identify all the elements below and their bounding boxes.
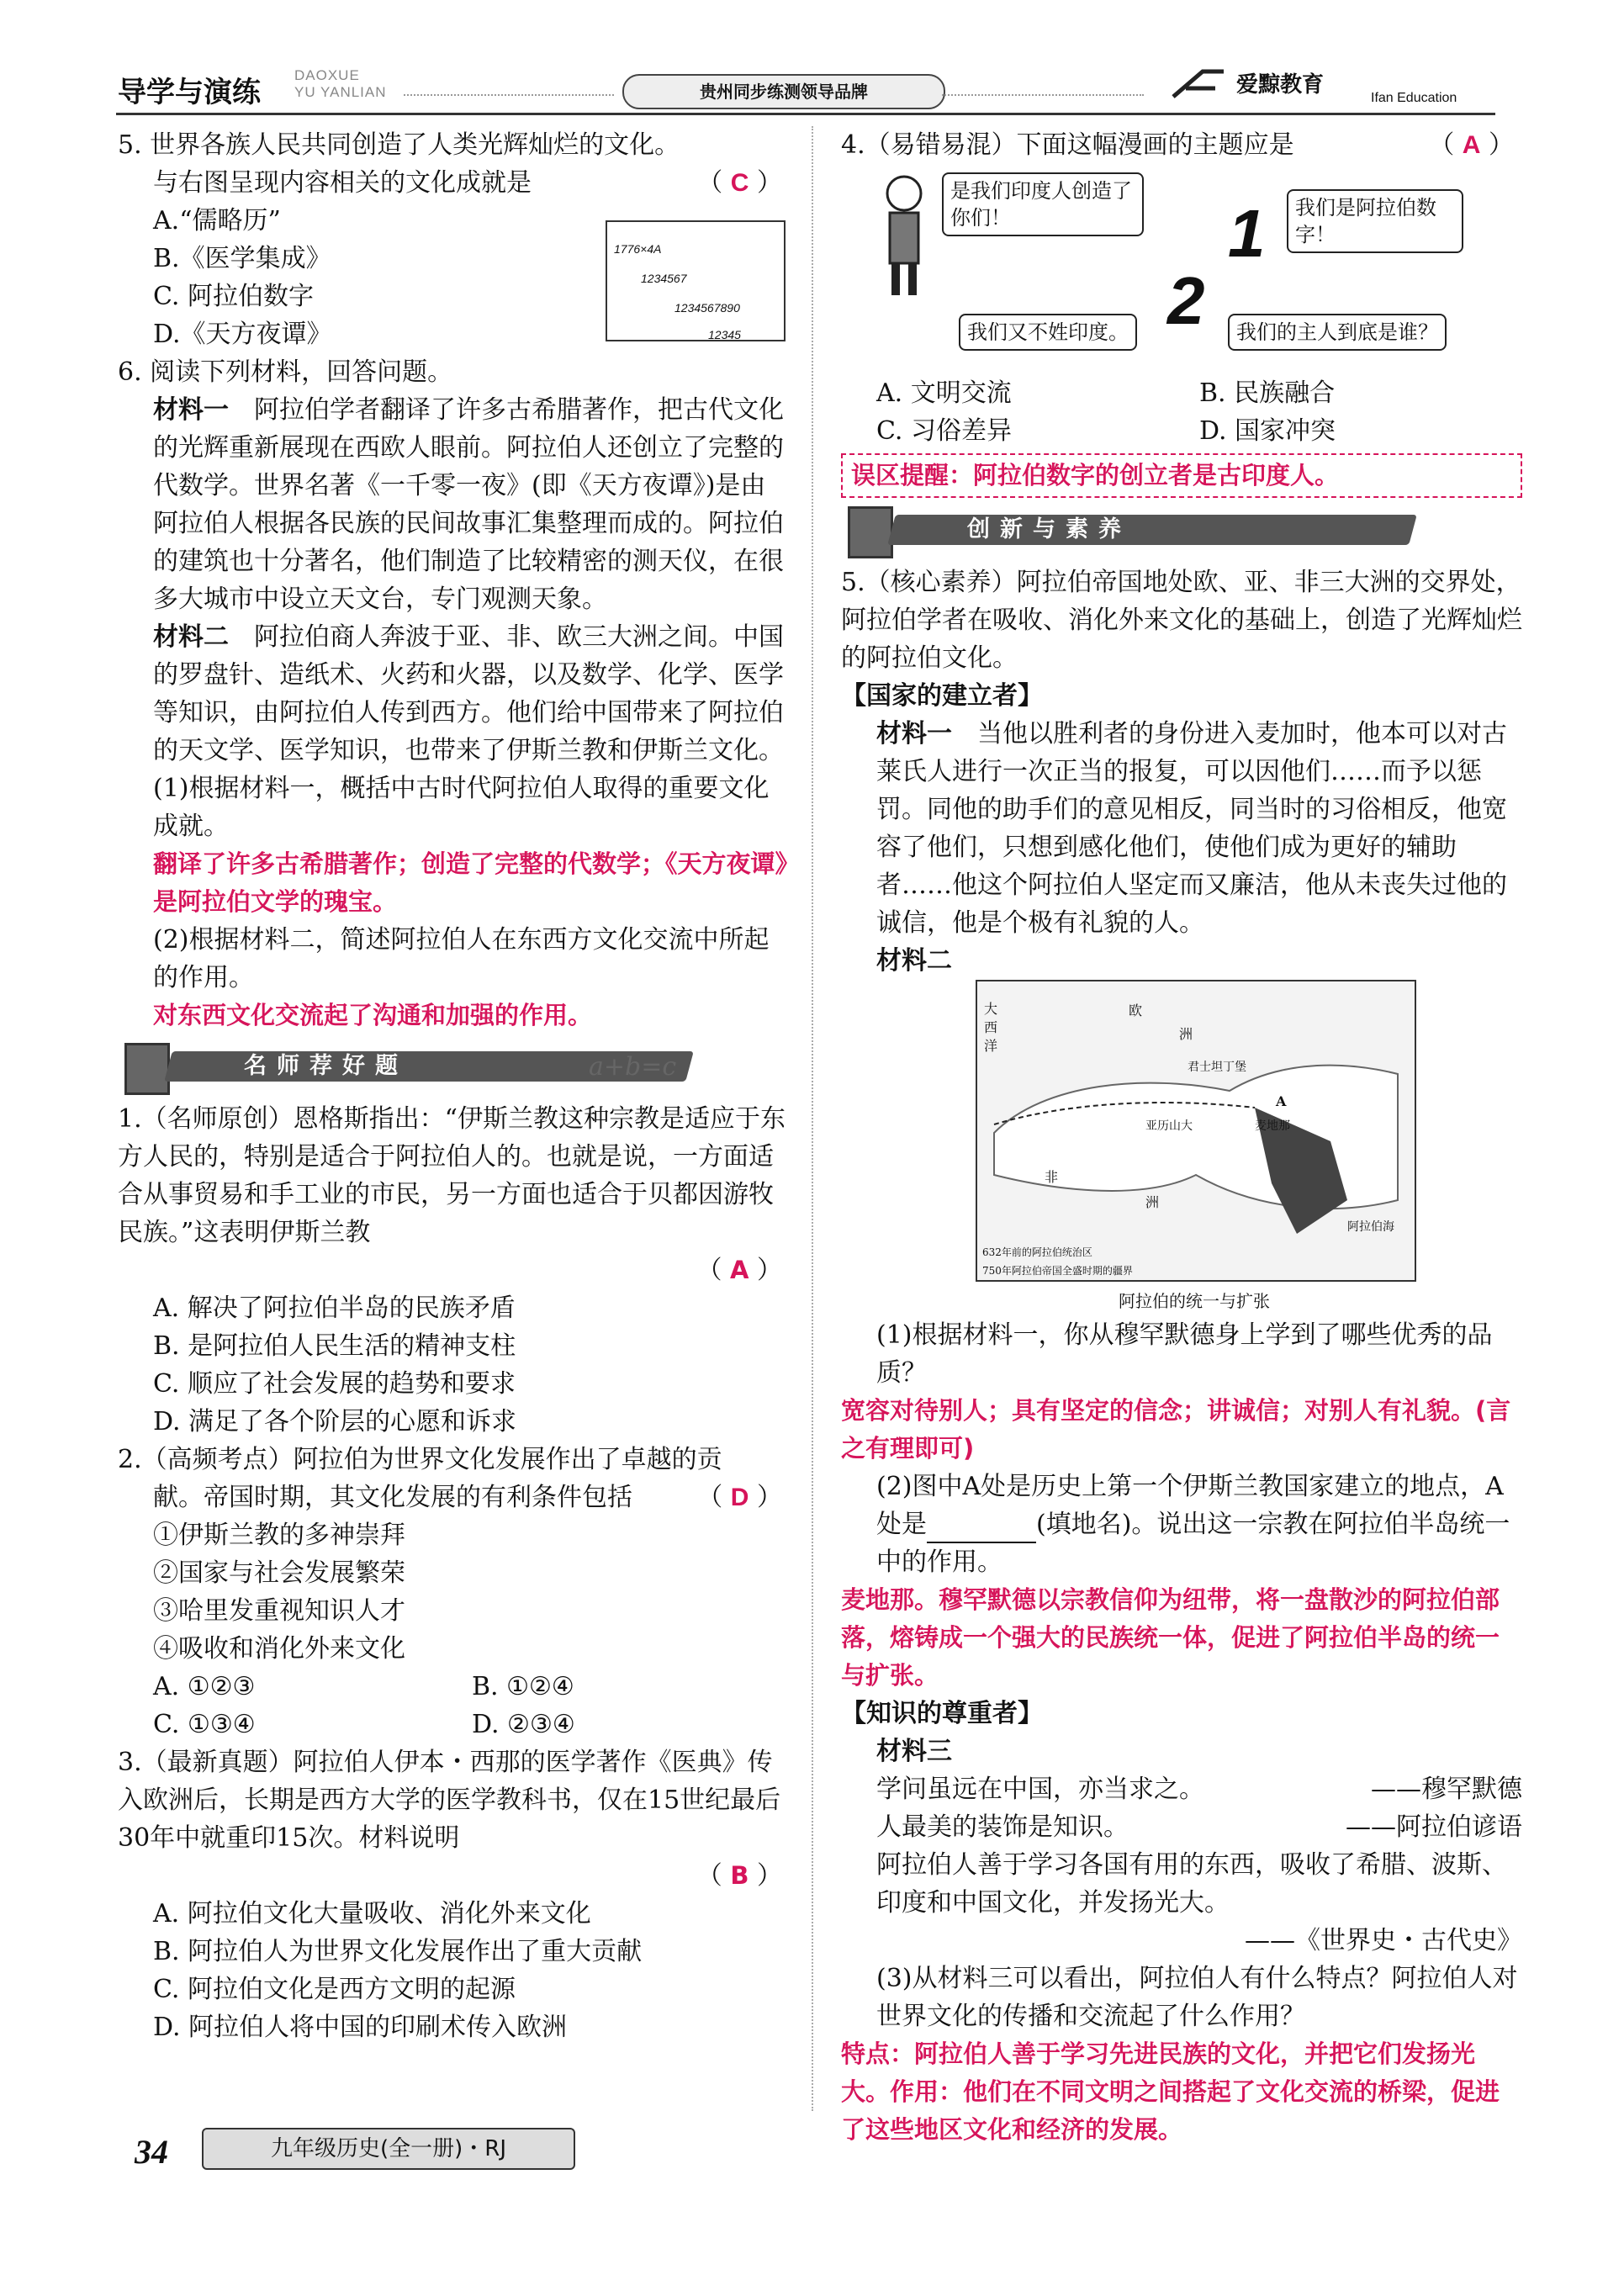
answer-text: 麦地那。穆罕默德以宗教信仰为纽带，将一盘散沙的阿拉伯部落，熔铸成一个强大的民族统一体，促进了阿拉伯半岛的统一与扩张。 bbox=[841, 1585, 1500, 1690]
header-dotted-line bbox=[404, 94, 614, 96]
header-dotted-line bbox=[942, 94, 1144, 96]
option: D. 阿拉伯人将中国的印刷术传入欧洲 bbox=[153, 2013, 568, 2042]
answer-text: 宽容对待别人；具有坚定的信念；讲诚信；对别人有礼貌。(言之有理即可) bbox=[841, 1396, 1511, 1463]
digit-one: 1 bbox=[1228, 196, 1266, 271]
header-badge: 贵州同步练测领导品牌 bbox=[622, 74, 945, 109]
option: A. 解决了阿拉伯半岛的民族矛盾 bbox=[153, 1293, 516, 1323]
page-header bbox=[0, 0, 1624, 126]
option: A.“儒略历” bbox=[153, 206, 281, 235]
logo-en: Ifan Education bbox=[1371, 91, 1457, 105]
option: C. 阿拉伯数字 bbox=[153, 282, 314, 311]
brand-title: 导学与演练 bbox=[118, 76, 261, 109]
option: A. ①②③ bbox=[153, 1672, 256, 1701]
question-5-right: 5.（核心素养）阿拉伯帝国地处欧、亚、非三大洲的交界处，阿拉伯学者在吸收、消化外来文化的基础上，创造了光辉灿烂的阿拉伯文化。 【国家的建立者】 材料一 当他以胜利者的身份进入麦加时，他本可以对古莱氏人进行一次正当的报复，可以因他们……而予以惩罚。同他的助手们的意见相反，同当时的习俗相反，他宽容了他们，只想到感化他们，使他们成为更好的辅助者……他这个阿拉伯人坚定而又廉洁，他从未丧失过他的诚信，他是个极有礼貌的人。 材料二 大 西 洋 欧 洲 非 洲 阿拉伯海 亚历山大 君士坦丁堡 麦地那 A 632年前的阿拉伯统治区 750年阿拉伯帝国全盛时期的疆界 阿拉伯的统一与扩张 (1)根据材料一，你从穆罕默德身上学到了哪些优秀的品质？ 宽容对待别人；具有坚定的信念；讲诚信；对别人有礼貌。(言之有理即可) (2)图中A处是历史上第一个伊斯兰教国家建立的地点，A处是 (填地名)。说出这一宗教在阿拉伯半岛统一中的作用。 麦地那。穆罕默德以宗教信仰为纽带，将一盘散沙的阿拉伯部落，熔铸成一个强大的民族统一体，促进了阿拉伯半岛的统一与扩张。 【知识的尊重者】 材料三 学问虽远在中国，亦当求之。 ——穆罕默德 人最美的装饰是知识。 ——阿拉伯谚语 阿拉伯人善于学习各国有用的东西，吸收了希腊、波斯、印度和中国文化，并发扬光大。 ——《世界史・古代史》 (3)从材料三可以看出，阿拉伯人有什么特点？阿拉伯人对世界文化的传播和交流起了什么作用？ 特点：阿拉伯人善于学习先进民族的文化，并把它们发扬光大。作用：他们在不同文明之间搭起了文化交流的桥梁，促进了这些地区文化和经济的发展。 bbox=[841, 563, 1522, 2149]
brand-pinyin: DAOXUE YU YANLIAN bbox=[294, 67, 387, 100]
option: D. ②③④ bbox=[472, 1710, 575, 1739]
answer-text: 翻译了许多古希腊著作；创造了完整的代数学；《天方夜谭》是阿拉伯文学的瑰宝。 bbox=[153, 849, 788, 916]
header-rule bbox=[116, 113, 1495, 115]
map-caption: 阿拉伯的统一与扩张 bbox=[1119, 1291, 1270, 1311]
option: D.《天方夜谭》 bbox=[153, 320, 332, 349]
fill-blank bbox=[927, 1516, 1036, 1543]
option: B. ①②④ bbox=[472, 1672, 574, 1701]
column-divider bbox=[812, 126, 813, 2111]
numbers-figure: 1776×4A 1234567 1234567890 12345 bbox=[606, 220, 786, 341]
answer: C bbox=[730, 169, 749, 197]
practice-2: 2.（高频考点）阿拉伯为世界文化发展作出了卓越的贡 献。帝国时期，其文化发展的有利条件包括 （ D ） ①伊斯兰教的多神崇拜 ②国家与社会发展繁荣 ③哈里发重视知识人才 ④吸收和消化外来文化 A. ①②③ B. ①②④ C. ①③④ D. ②③④ bbox=[118, 1441, 791, 1743]
practice-1: 1.（名师原创）恩格斯指出：“伊斯兰教这种宗教是适应于东方人民的，特别是适合于阿拉伯人的。也就是说，一方面适合从事贸易和手工业的市民，另一方面也适合于贝都因游牧民族。”这表明伊斯兰教 （ A ） A. 解决了阿拉伯半岛的民族矛盾 B. 是阿拉伯人民生活的精神支柱 C. 顺应了社会发展的趋势和要求 D. 满足了各个阶层的心愿和诉求 bbox=[118, 1100, 791, 1441]
option: A. 阿拉伯文化大量吸收、消化外来文化 bbox=[153, 1899, 591, 1928]
trash-bin-icon bbox=[124, 1043, 170, 1095]
option: B. 阿拉伯人为世界文化发展作出了重大贡献 bbox=[153, 1937, 643, 1966]
question-6: 6. 阅读下列材料，回答问题。 材料一 阿拉伯学者翻译了许多古希腊著作，把古代文化的光辉重新展现在西欧人眼前。阿拉伯人还创立了完整的代数学。世界名著《一千零一夜》(即《天方夜谭》)是由阿拉伯人根据各民族的民间故事汇集整理而成的。阿拉伯的建筑也十分著名，他们制造了比较精密的测天仪，在很多大城市中设立天文台，专门观测天象。 材料二 阿拉伯商人奔波于亚、非、欧三大洲之间。中国的罗盘针、造纸术、火药和火器，以及数学、化学、医学等知识，由阿拉伯人传到西方。他们给中国带来了阿拉伯的天文学、医学知识，也带来了伊斯兰教和伊斯兰文化。 (1)根据材料一，概括中古时代阿拉伯人取得的重要文化成就。 翻译了许多古希腊著作；创造了完整的代数学；《天方夜谭》是阿拉伯文学的瑰宝。 (2)根据材料二，简述阿拉伯人在东西方文化交流中所起的作用。 对东西文化交流起了沟通和加强的作用。 bbox=[118, 353, 791, 1034]
question-4: 4.（易错易混）下面这幅漫画的主题应是 （ A ） 是我们印度人创造了你们！ 1 我们是阿拉伯数字！ 我们又不姓印度。 2 我们的主人到底是谁？ A. 文明交流 B. 民族融合 C. 习俗差异 D. 国家冲突 误区提醒：阿拉伯数字的创立者是古印度人。 bbox=[841, 126, 1522, 498]
page-number: 34 bbox=[135, 2133, 168, 2171]
book-icon bbox=[848, 506, 893, 558]
practice-3: 3.（最新真题）阿拉伯人伊本・西那的医学著作《医典》传入欧洲后，长期是西方大学的医学教科书，仅在15世纪最后30年中就重印15次。材料说明 （ B ） A. 阿拉伯文化大量吸收、消化外来文化 B. 阿拉伯人为世界文化发展作出了重大贡献 C. 阿拉伯文化是西方文明的起源 D. 阿拉伯人将中国的印刷术传入欧洲 bbox=[118, 1743, 791, 2046]
option: A. 文明交流 bbox=[876, 378, 1012, 408]
question-5: 5. 世界各族人民共同创造了人类光辉灿烂的文化。 与右图呈现内容相关的文化成就是 （ C ） A.“儒略历” B.《医学集成》 C. 阿拉伯数字 D.《天方夜谭》 1776×4A 1234567 1234567890 12345 bbox=[118, 126, 791, 353]
answer: B bbox=[730, 1861, 749, 1890]
logo-text: 爱黥教育 bbox=[1236, 72, 1325, 98]
map-figure bbox=[841, 980, 1522, 1316]
person-icon bbox=[875, 172, 934, 299]
book-title: 九年级历史(全一册)・RJ bbox=[202, 2128, 575, 2170]
option: B. 民族融合 bbox=[1199, 378, 1336, 408]
option: D. 国家冲突 bbox=[1199, 416, 1336, 446]
option: C. 顺应了社会发展的趋势和要求 bbox=[153, 1369, 516, 1399]
right-column bbox=[841, 126, 1522, 2149]
option: B. 是阿拉伯人民生活的精神支柱 bbox=[153, 1331, 516, 1361]
answer: D bbox=[730, 1484, 749, 1511]
option: C. 阿拉伯文化是西方文明的起源 bbox=[153, 1975, 516, 2004]
logo-mark-icon bbox=[1169, 67, 1228, 101]
error-tip: 误区提醒：阿拉伯数字的创立者是古印度人。 bbox=[841, 453, 1522, 498]
left-column bbox=[118, 126, 791, 2046]
cartoon: 是我们印度人创造了你们！ 1 我们是阿拉伯数字！ 我们又不姓印度。 2 我们的主人到底是谁？ bbox=[841, 164, 1522, 374]
digit-two: 2 bbox=[1167, 263, 1205, 338]
answer: A bbox=[1462, 131, 1481, 159]
answer: A bbox=[730, 1256, 749, 1284]
option: B.《医学集成》 bbox=[153, 244, 331, 273]
option: D. 满足了各个阶层的心愿和诉求 bbox=[153, 1407, 517, 1436]
arab-expansion-map: 大 西 洋 欧 洲 非 洲 阿拉伯海 亚历山大 君士坦丁堡 麦地那 A 632年前的阿拉伯统治区 750年阿拉伯帝国全盛时期的疆界 bbox=[976, 980, 1416, 1282]
section-banner: 创新与素养 bbox=[841, 503, 1522, 557]
answer-text: 对东西文化交流起了沟通和加强的作用。 bbox=[153, 1001, 593, 1029]
option: C. ①③④ bbox=[153, 1710, 256, 1739]
answer-text: 特点：阿拉伯人善于学习先进民族的文化，并把它们发扬光大。作用：他们在不同文明之间搭起了文化交流的桥梁，促进了这些地区文化和经济的发展。 bbox=[841, 2039, 1500, 2144]
option: C. 习俗差异 bbox=[876, 416, 1012, 446]
section-banner: 名师荐好题 a+b=c bbox=[118, 1040, 791, 1093]
